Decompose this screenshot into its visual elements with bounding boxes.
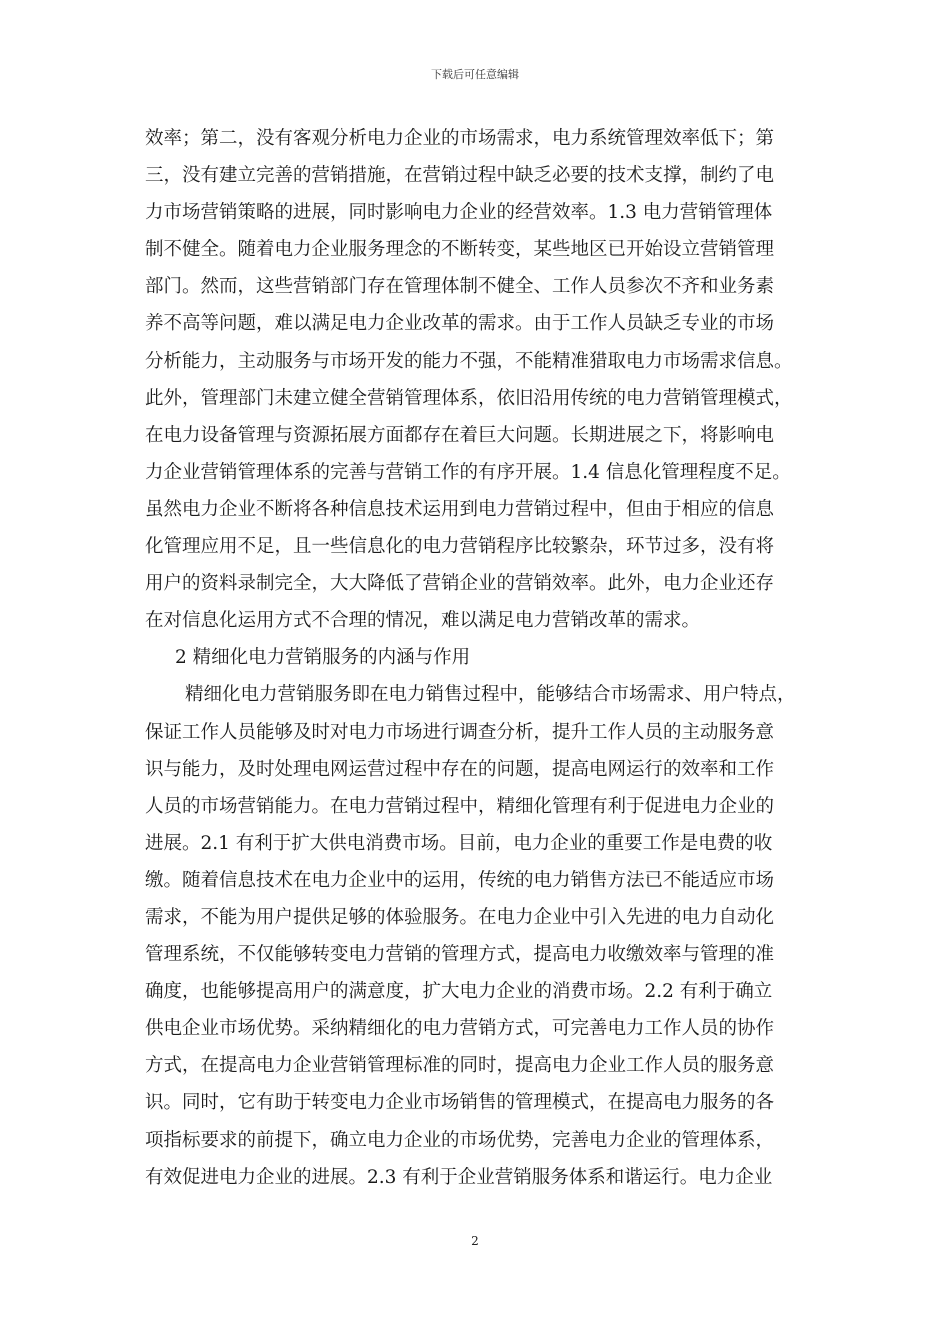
body-text [145,120,807,1196]
text-line: 识与能力，及时处理电网运营过程中存在的问题，提高电网运行的效率和工作 [145,758,775,780]
text-line: 养不高等问题，难以满足电力企业改革的需求。由于工作人员缺乏专业的市场 [145,313,775,335]
text-line: 部门。然而，这些营销部门存在管理体制不健全、工作人员参次不齐和业务素 [145,276,775,298]
text-line: 分析能力，主动服务与市场开发的能力不强，不能精准猎取电力市场需求信息。 [145,350,793,372]
text-line: 此外，管理部门未建立健全营销管理体系，依旧沿用传统的电力营销管理模式， [145,387,793,409]
text-line: 三，没有建立完善的营销措施，在营销过程中缺乏必要的技术支撑，制约了电 [145,165,775,187]
paragraph-first-line: 精细化电力营销服务即在电力销售过程中，能够结合市场需求、用户特点， [185,684,796,706]
text-line: 缴。随着信息技术在电力企业中的运用，传统的电力销售方法已不能适应市场 [145,869,775,891]
text-line: 力企业营销管理体系的完善与营销工作的有序开展。1.4 信息化管理程度不足。 [145,461,791,483]
text-line: 制不健全。随着电力企业服务理念的不断转变，某些地区已开始设立营销管理 [145,239,775,261]
text-line: 供电企业市场优势。采纳精细化的电力营销方式，可完善电力工作人员的协作 [145,1018,775,1040]
text-line: 保证工作人员能够及时对电力市场进行调查分析，提升工作人员的主动服务意 [145,721,775,743]
text-line: 识。同时，它有助于转变电力企业市场销售的管理模式，在提高电力服务的各 [145,1092,775,1114]
text-line: 化管理应用不足，且一些信息化的电力营销程序比较繁杂，环节过多，没有将 [145,536,775,558]
text-line: 需求，不能为用户提供足够的体验服务。在电力企业中引入先进的电力自动化 [145,906,775,928]
text-line: 方式，在提高电力企业营销管理标准的同时，提高电力企业工作人员的服务意 [145,1055,775,1077]
text-line: 用户的资料录制完全，大大降低了营销企业的营销效率。此外，电力企业还存 [145,573,775,595]
text-line: 虽然电力企业不断将各种信息技术运用到电力营销过程中，但由于相应的信息 [145,498,775,520]
section-heading: 2 精细化电力营销服务的内涵与作用 [175,647,471,669]
text-line: 项指标要求的前提下，确立电力企业的市场优势，完善电力企业的管理体系， [145,1129,775,1151]
text-line: 管理系统，不仅能够转变电力营销的管理方式，提高电力收缴效率与管理的准 [145,944,775,966]
page-number: 2 [471,1234,479,1248]
page-header: 下载后可任意编辑 [431,68,519,81]
text-line: 人员的市场营销能力。在电力营销过程中，精细化管理有利于促进电力企业的 [145,795,775,817]
text-line: 力市场营销策略的进展，同时影响电力企业的经营效率。1.3 电力营销管理体 [145,202,773,224]
text-line: 进展。2.1 有利于扩大供电消费市场。目前，电力企业的重要工作是电费的收 [145,832,773,854]
text-line: 在电力设备管理与资源拓展方面都存在着巨大问题。长期进展之下，将影响电 [145,424,775,446]
text-line: 有效促进电力企业的进展。2.3 有利于企业营销服务体系和谐运行。电力企业 [145,1166,773,1188]
text-line: 在对信息化运用方式不合理的情况，难以满足电力营销改革的需求。 [145,610,701,632]
text-line: 效率；第二，没有客观分析电力企业的市场需求，电力系统管理效率低下；第 [145,128,775,149]
text-line: 确度，也能够提高用户的满意度，扩大电力企业的消费市场。2.2 有利于确立 [145,981,773,1003]
